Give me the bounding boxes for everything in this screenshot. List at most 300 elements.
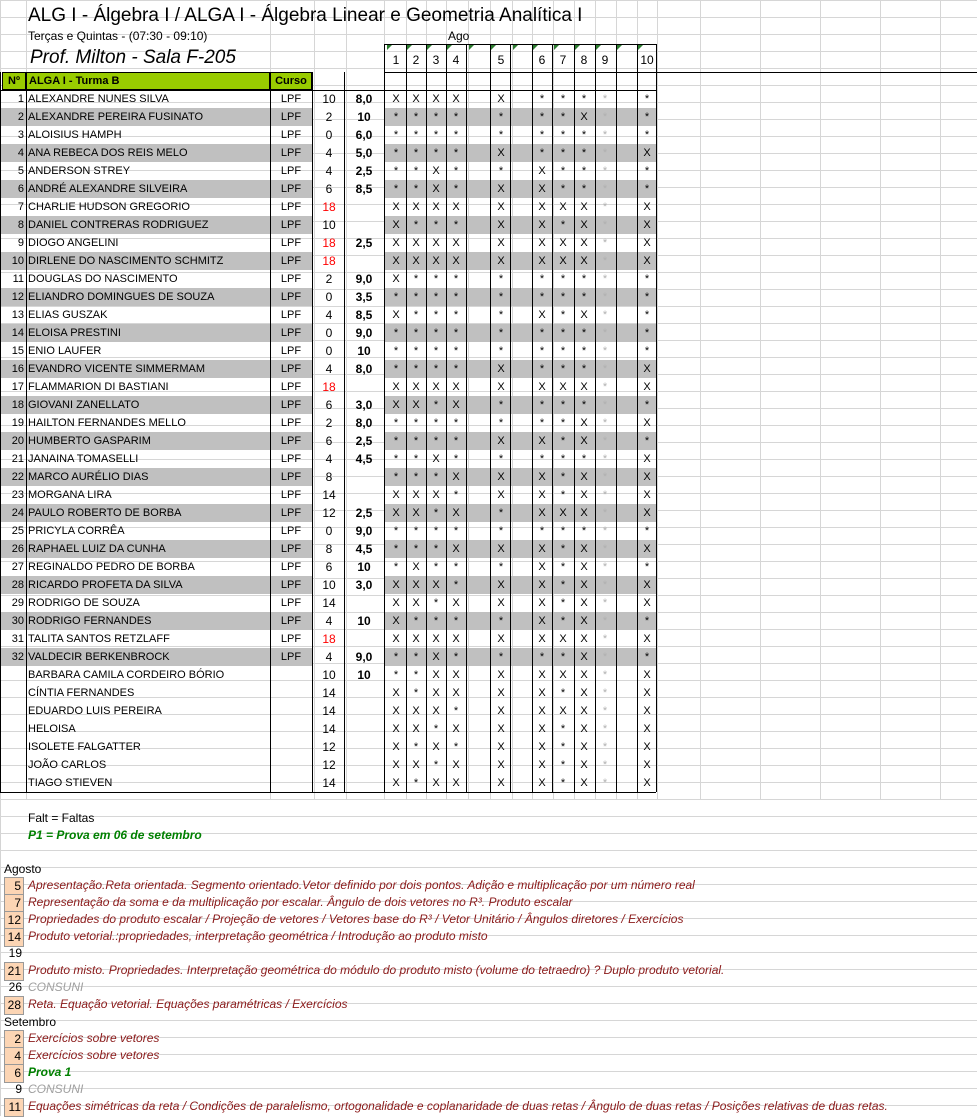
student-name: DIRLENE DO NASCIMENTO SCHMITZ (28, 255, 224, 267)
student-faltas: 18 (322, 254, 336, 268)
attendance-mark: X (497, 381, 505, 393)
attendance-mark: * (413, 417, 419, 429)
attendance-mark: * (453, 651, 459, 663)
attendance-mark: X (452, 201, 460, 213)
student-name: ISOLETE FALGATTER (28, 741, 141, 753)
attendance-mark: X (643, 669, 651, 681)
student-number: 4 (17, 147, 24, 159)
attendance-mark: * (560, 363, 566, 375)
student-faltas: 2 (325, 416, 333, 430)
table-row (0, 576, 977, 594)
attendance-mark: * (644, 327, 650, 339)
attendance-mark: * (413, 111, 419, 123)
attendance-mark: X (538, 309, 546, 321)
attendance-mark: X (412, 579, 420, 591)
attendance-mark: X (392, 759, 400, 771)
day-header: 9 (601, 53, 609, 67)
attendance-mark: * (539, 129, 545, 141)
attendance-mark: X (580, 417, 588, 429)
attendance-mark: * (413, 309, 419, 321)
attendance-mark: X (580, 471, 588, 483)
student-name: ANA REBECA DOS REIS MELO (28, 147, 188, 159)
schedule-day: 14 (4, 928, 24, 947)
attendance-mark: * (393, 363, 399, 375)
student-p1-grade: 8,0 (355, 362, 373, 376)
schedule-row (0, 962, 977, 979)
student-name: RAPHAEL LUIZ DA CUNHA (28, 543, 166, 555)
attendance-mark: X (580, 381, 588, 393)
table-row (0, 738, 977, 756)
student-curso: LPF (280, 543, 302, 555)
attendance-mark: X (392, 741, 400, 753)
student-name: HUMBERTO GASPARIM (28, 435, 151, 447)
student-number: 8 (17, 219, 24, 231)
attendance-mark: * (602, 615, 608, 627)
attendance-mark: * (602, 507, 608, 519)
professor-label: Prof. Milton - Sala F-205 (30, 47, 236, 68)
attendance-mark: X (392, 255, 400, 267)
schedule-topic: Exercícios sobre vetores (28, 1031, 160, 1045)
attendance-mark: X (643, 255, 651, 267)
attendance-mark: X (643, 489, 651, 501)
attendance-mark: X (497, 201, 505, 213)
attendance-mark: * (602, 399, 608, 411)
schedule-day: 28 (4, 996, 24, 1015)
attendance-mark: * (453, 273, 459, 285)
table-border (0, 72, 1, 792)
attendance-mark: X (643, 777, 651, 789)
attendance-mark: * (602, 471, 608, 483)
attendance-mark: X (643, 363, 651, 375)
schedule-topic: Reta. Equação vetorial. Equações paramétricas / Exercícios (28, 997, 348, 1011)
attendance-mark: * (453, 525, 459, 537)
attendance-mark: * (602, 597, 608, 609)
student-number: 21 (11, 453, 24, 465)
attendance-mark: * (644, 183, 650, 195)
student-faltas: 4 (325, 452, 333, 466)
student-name: HAILTON FERNANDES MELLO (28, 417, 186, 429)
table-row (0, 162, 977, 180)
table-row (0, 702, 977, 720)
student-name: MARCO AURÉLIO DIAS (28, 471, 149, 483)
attendance-mark: X (392, 237, 400, 249)
attendance-mark: X (559, 669, 567, 681)
attendance-mark: X (497, 723, 505, 735)
attendance-mark: * (560, 543, 566, 555)
attendance-mark: X (580, 219, 588, 231)
attendance-mark: * (581, 147, 587, 159)
attendance-mark: * (602, 147, 608, 159)
attendance-mark: * (602, 723, 608, 735)
attendance-mark: * (602, 687, 608, 699)
table-border (466, 44, 467, 792)
student-p1-grade: 9,0 (355, 272, 373, 286)
attendance-mark: X (452, 669, 460, 681)
schedule-row (0, 945, 977, 962)
attendance-mark: * (413, 327, 419, 339)
student-p1-grade: 10 (357, 344, 371, 358)
student-number: 11 (12, 273, 24, 285)
attendance-mark: * (602, 291, 608, 303)
attendance-mark: X (538, 579, 546, 591)
attendance-mark: X (643, 705, 651, 717)
attendance-mark: * (433, 435, 439, 447)
student-number: 9 (17, 237, 24, 249)
student-curso: LPF (280, 165, 302, 177)
student-p1-grade: 10 (357, 614, 371, 628)
attendance-mark: * (581, 363, 587, 375)
student-curso: LPF (280, 399, 302, 411)
student-faltas: 6 (325, 398, 333, 412)
attendance-mark: X (559, 237, 567, 249)
attendance-mark: * (602, 417, 608, 429)
student-name: GIOVANI ZANELLATO (28, 399, 140, 411)
attendance-mark: X (392, 309, 400, 321)
student-curso: LPF (280, 93, 302, 105)
table-border (0, 792, 656, 793)
attendance-mark: * (581, 165, 587, 177)
attendance-mark: X (392, 381, 400, 393)
attendance-mark: * (602, 489, 608, 501)
attendance-mark: * (602, 183, 608, 195)
attendance-mark: * (393, 453, 399, 465)
attendance-mark: * (560, 723, 566, 735)
attendance-mark: X (452, 507, 460, 519)
attendance-mark: * (413, 435, 419, 447)
attendance-mark: * (581, 525, 587, 537)
attendance-mark: X (538, 381, 546, 393)
attendance-mark: * (453, 345, 459, 357)
attendance-mark: X (412, 255, 420, 267)
attendance-mark: X (580, 777, 588, 789)
table-row (0, 342, 977, 360)
attendance-mark: X (580, 651, 588, 663)
attendance-mark: * (433, 417, 439, 429)
attendance-mark: * (453, 165, 459, 177)
table-border (552, 44, 553, 792)
attendance-mark: * (602, 651, 608, 663)
table-row (0, 216, 977, 234)
attendance-mark: * (644, 561, 650, 573)
attendance-mark: * (602, 453, 608, 465)
attendance-mark: * (560, 345, 566, 357)
student-curso: LPF (280, 129, 302, 141)
attendance-mark: X (497, 543, 505, 555)
attendance-mark: * (602, 273, 608, 285)
table-row (0, 270, 977, 288)
attendance-mark: * (393, 561, 399, 573)
student-curso: LPF (280, 579, 302, 591)
attendance-mark: * (498, 651, 504, 663)
student-curso: LPF (280, 489, 302, 501)
student-p1-grade: 2,5 (355, 506, 373, 520)
attendance-mark: * (560, 309, 566, 321)
attendance-mark: X (432, 777, 440, 789)
student-number: 6 (17, 183, 24, 195)
attendance-mark: X (580, 255, 588, 267)
student-name: ENIO LAUFER (28, 345, 102, 357)
day-header: 5 (497, 53, 505, 67)
attendance-mark: * (413, 687, 419, 699)
attendance-mark: X (412, 399, 420, 411)
attendance-mark: X (497, 759, 505, 771)
student-name: ALOISIUS HAMPH (28, 129, 122, 141)
student-name: ALEXANDRE PEREIRA FUSINATO (28, 111, 204, 123)
attendance-mark: * (602, 543, 608, 555)
attendance-mark: X (538, 687, 546, 699)
schedule-topic: Exercícios sobre vetores (28, 1048, 160, 1062)
attendance-mark: * (602, 201, 608, 213)
student-number: 24 (11, 507, 24, 519)
attendance-mark: X (497, 183, 505, 195)
attendance-mark: * (644, 345, 650, 357)
table-border (616, 44, 617, 792)
student-number: 17 (11, 381, 24, 393)
attendance-mark: * (560, 273, 566, 285)
attendance-mark: X (497, 255, 505, 267)
student-faltas: 12 (322, 758, 336, 772)
attendance-mark: * (413, 147, 419, 159)
sheet-title: ALG I - Álgebra I / ALGA I - Álgebra Linear e Geometria Analítica I (28, 5, 583, 26)
attendance-mark: * (453, 741, 459, 753)
student-name: ANDERSON STREY (28, 165, 131, 177)
student-curso: LPF (280, 561, 302, 573)
table-row (0, 324, 977, 342)
student-number: 26 (11, 543, 24, 555)
attendance-mark: * (602, 759, 608, 771)
student-number: 1 (17, 93, 24, 105)
attendance-mark: X (580, 687, 588, 699)
student-faltas: 18 (322, 380, 336, 394)
attendance-mark: X (452, 633, 460, 645)
attendance-mark: * (498, 453, 504, 465)
schedule-day: 2 (4, 1030, 24, 1049)
table-row (0, 540, 977, 558)
table-row (0, 288, 977, 306)
attendance-mark: X (497, 597, 505, 609)
table-row (0, 558, 977, 576)
attendance-mark: X (538, 615, 546, 627)
attendance-mark: X (412, 381, 420, 393)
attendance-mark: X (432, 255, 440, 267)
schedule-topic: Produto misto. Propriedades. Interpretação geométrica do módulo do produto misto (volume do tetraedro) ? Duplo produto vetorial. (28, 963, 725, 977)
student-p1-grade: 8,5 (355, 182, 373, 196)
attendance-mark: X (497, 669, 505, 681)
attendance-mark: X (538, 543, 546, 555)
attendance-mark: * (581, 399, 587, 411)
schedule-row (0, 996, 977, 1013)
attendance-mark: * (433, 345, 439, 357)
attendance-mark: * (602, 579, 608, 591)
attendance-mark: * (498, 525, 504, 537)
attendance-mark: * (393, 525, 399, 537)
student-faltas: 6 (325, 560, 333, 574)
student-curso: LPF (280, 363, 302, 375)
attendance-mark: * (498, 273, 504, 285)
student-name: TIAGO STIEVEN (28, 777, 113, 789)
student-faltas: 14 (322, 704, 336, 718)
attendance-mark: X (580, 723, 588, 735)
student-curso: LPF (280, 309, 302, 321)
day-header: 6 (538, 53, 546, 67)
attendance-mark: * (413, 471, 419, 483)
student-name: PAULO ROBERTO DE BORBA (28, 507, 182, 519)
grid-hline (0, 816, 977, 817)
attendance-mark: X (497, 363, 505, 375)
attendance-mark: * (433, 291, 439, 303)
attendance-mark: X (580, 435, 588, 447)
attendance-mark: * (433, 111, 439, 123)
attendance-mark: * (539, 525, 545, 537)
student-name: BARBARA CAMILA CORDEIRO BÓRIO (28, 669, 225, 681)
attendance-mark: X (432, 633, 440, 645)
attendance-mark: X (497, 741, 505, 753)
attendance-mark: * (602, 363, 608, 375)
attendance-mark: * (581, 291, 587, 303)
attendance-mark: * (644, 291, 650, 303)
attendance-mark: * (393, 471, 399, 483)
table-border (406, 44, 407, 792)
attendance-mark: * (560, 453, 566, 465)
attendance-mark: * (413, 777, 419, 789)
attendance-mark: X (538, 597, 546, 609)
attendance-mark: X (432, 651, 440, 663)
attendance-mark: X (643, 543, 651, 555)
attendance-mark: * (560, 615, 566, 627)
student-faltas: 6 (325, 182, 333, 196)
attendance-mark: * (393, 669, 399, 681)
schedule-row (0, 877, 977, 894)
student-p1-grade: 4,5 (355, 452, 373, 466)
student-faltas: 10 (322, 218, 336, 232)
table-row (0, 630, 977, 648)
attendance-mark: X (643, 633, 651, 645)
table-row (0, 108, 977, 126)
attendance-mark: * (433, 507, 439, 519)
attendance-mark: X (580, 597, 588, 609)
attendance-mark: X (643, 687, 651, 699)
attendance-mark: X (580, 579, 588, 591)
student-p1-grade: 3,0 (355, 398, 373, 412)
table-row (0, 306, 977, 324)
table-row (0, 468, 977, 486)
attendance-mark: X (538, 201, 546, 213)
attendance-mark: * (581, 183, 587, 195)
student-number: 28 (11, 579, 24, 591)
student-p1-grade: 4,5 (355, 542, 373, 556)
attendance-mark: X (452, 759, 460, 771)
attendance-mark: * (433, 543, 439, 555)
student-faltas: 0 (325, 344, 333, 358)
student-p1-grade: 2,5 (355, 434, 373, 448)
attendance-mark: * (560, 579, 566, 591)
attendance-mark: X (580, 309, 588, 321)
attendance-mark: X (580, 561, 588, 573)
attendance-mark: * (498, 615, 504, 627)
student-faltas: 6 (325, 434, 333, 448)
attendance-mark: X (392, 723, 400, 735)
attendance-mark: X (643, 417, 651, 429)
attendance-mark: X (559, 633, 567, 645)
header-curso: Curso (270, 72, 312, 90)
attendance-mark: * (539, 111, 545, 123)
attendance-mark: * (393, 147, 399, 159)
student-number: 2 (17, 111, 24, 123)
student-number: 20 (11, 435, 24, 447)
attendance-mark: * (393, 435, 399, 447)
schedule-day: 5 (4, 877, 24, 896)
attendance-mark: X (412, 759, 420, 771)
schedule-topic: CONSUNI (28, 980, 84, 994)
attendance-mark: X (432, 93, 440, 105)
attendance-mark: * (453, 453, 459, 465)
attendance-mark: * (453, 111, 459, 123)
student-faltas: 2 (325, 110, 333, 124)
attendance-mark: * (453, 363, 459, 375)
schedule-topic: Representação da soma e da multiplicação por escalar. Ângulo de dois vetores no R³. Produto escalar (28, 895, 573, 909)
attendance-mark: X (432, 453, 440, 465)
student-number: 5 (17, 165, 24, 177)
attendance-mark: * (560, 435, 566, 447)
attendance-mark: * (393, 417, 399, 429)
schedule-row (0, 1030, 977, 1047)
attendance-mark: * (453, 615, 459, 627)
student-faltas: 12 (322, 740, 336, 754)
student-name: JOÃO CARLOS (28, 759, 107, 771)
student-number: 32 (11, 651, 24, 663)
schedule-row (0, 1047, 977, 1064)
attendance-mark: * (498, 345, 504, 357)
attendance-mark: X (452, 399, 460, 411)
table-row (0, 396, 977, 414)
student-curso: LPF (280, 381, 302, 393)
attendance-mark: X (538, 705, 546, 717)
student-number: 31 (11, 633, 24, 645)
attendance-mark: X (643, 759, 651, 771)
attendance-mark: * (433, 597, 439, 609)
attendance-mark: * (393, 291, 399, 303)
table-row (0, 666, 977, 684)
attendance-mark: * (560, 759, 566, 771)
attendance-mark: X (392, 615, 400, 627)
student-p1-grade: 10 (357, 668, 371, 682)
table-row (0, 504, 977, 522)
attendance-mark: X (432, 201, 440, 213)
attendance-mark: * (413, 183, 419, 195)
attendance-mark: * (581, 345, 587, 357)
attendance-mark: X (538, 669, 546, 681)
attendance-mark: X (580, 201, 588, 213)
attendance-mark: * (413, 543, 419, 555)
attendance-mark: X (643, 741, 651, 753)
legend-p1: P1 = Prova em 06 de setembro (28, 828, 202, 842)
student-number: 13 (11, 309, 24, 321)
student-faltas: 14 (322, 686, 336, 700)
attendance-mark: X (392, 93, 400, 105)
attendance-mark: * (393, 165, 399, 177)
student-p1-grade: 2,5 (355, 236, 373, 250)
attendance-mark: * (539, 291, 545, 303)
student-faltas: 14 (322, 722, 336, 736)
attendance-mark: X (497, 687, 505, 699)
attendance-mark: * (433, 471, 439, 483)
attendance-mark: * (560, 165, 566, 177)
attendance-mark: X (580, 489, 588, 501)
table-row (0, 756, 977, 774)
student-name: EDUARDO LUIS PEREIRA (28, 705, 162, 717)
attendance-mark: * (413, 615, 419, 627)
student-number: 12 (11, 291, 24, 303)
